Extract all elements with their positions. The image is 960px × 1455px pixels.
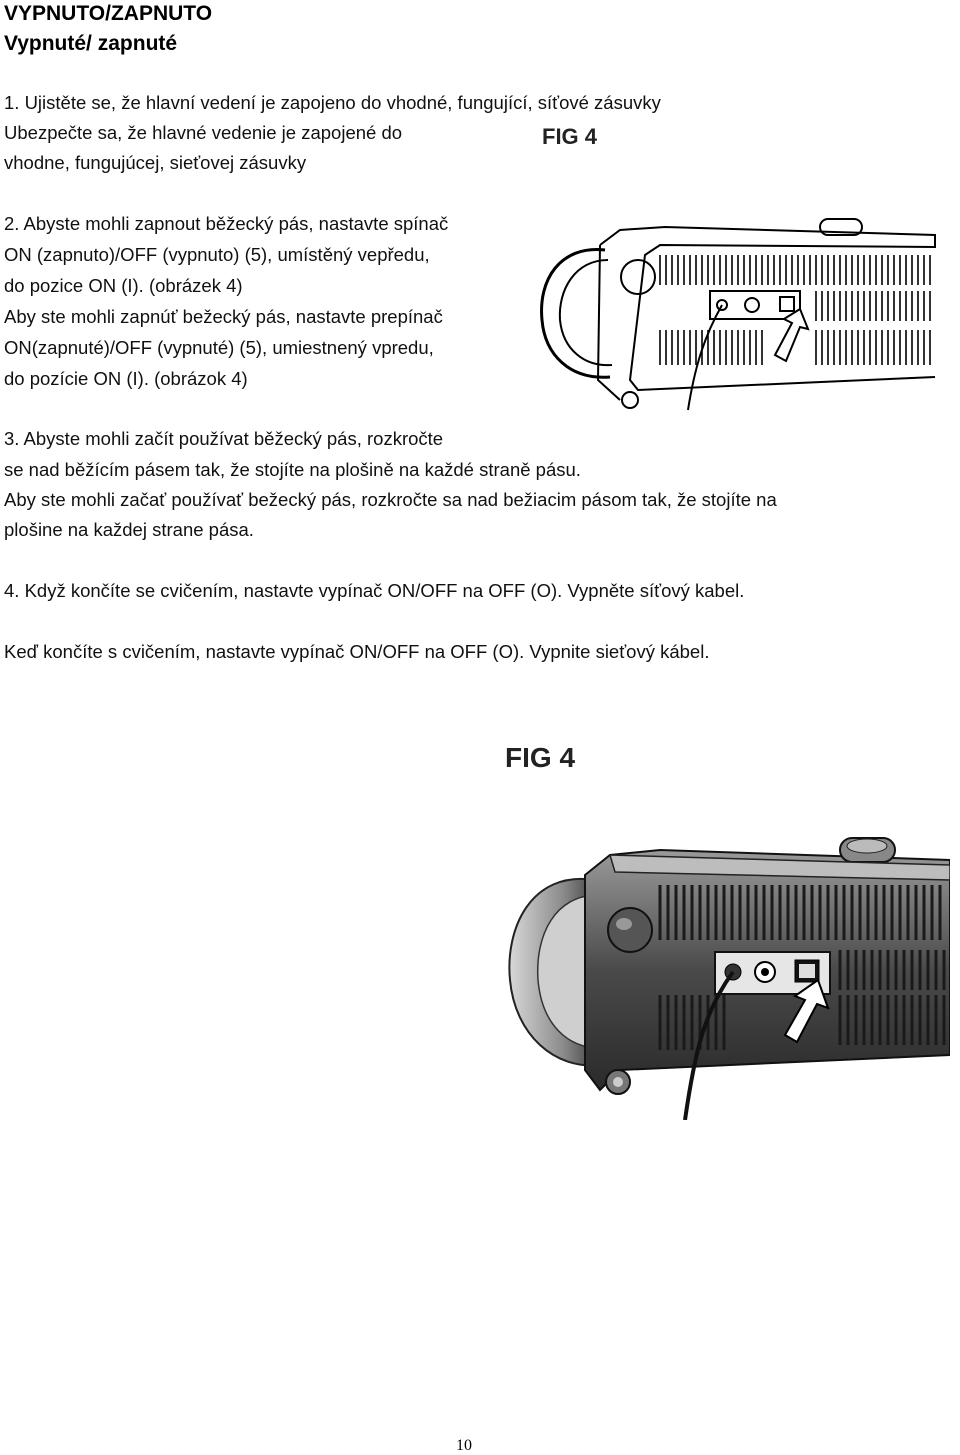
step4-sk: Keď končíte s cvičením, nastavte vypínač ON/OFF na OFF (O). Vypnite sieťový kábel. [4,641,710,662]
step1-cz: 1. Ujistěte se, že hlavní vedení je zapojeno do vhodné, fungující, síťové zásuvky [4,92,661,113]
section-subtitle: Vypnuté/ zapnuté [4,32,178,55]
section-title: VYPNUTO/ZAPNUTO [4,2,213,25]
step2-sk-line1: Aby ste mohli zapnúť bežecký pás, nastavte prepínač [4,306,443,327]
step2-cz-line1: 2. Abyste mohli zapnout běžecký pás, nastavte spínač [4,213,449,234]
step3-sk-line1: Aby ste mohli začať používať bežecký pás, rozkročte sa nad bežiacim pásom tak, že stojíte na [4,489,777,510]
page-number: 10 [456,1437,472,1454]
step1-sk-line2: vhodne, fungujúcej, sieťovej zásuvky [4,152,307,173]
fig4-small-label: FIG 4 [542,124,598,149]
step1-sk-line1: Ubezpečte sa, že hlavné vedenie je zapojené do [4,122,403,143]
step3-sk-line2: plošine na každej strane pása. [4,519,254,540]
fig4-large-label: FIG 4 [505,742,576,773]
step2-cz-line3: do pozice ON (I). (obrázek 4) [4,275,243,296]
step2-sk-line3: do pozície ON (I). (obrázok 4) [4,368,248,389]
fig4-small-illustration [530,205,942,415]
step3-cz-line2: se nad běžícím pásem tak, že stojíte na plošině na každé straně pásu. [4,459,581,480]
step2-sk-line2: ON(zapnuté)/OFF (vypnuté) (5), umiestnený vpredu, [4,337,434,358]
fig4-large-illustration [500,820,950,1120]
step2-cz-line2: ON (zapnuto)/OFF (vypnuto) (5), umístěný vepředu, [4,244,430,265]
step3-cz-line1: 3. Abyste mohli začít používat běžecký pás, rozkročte [4,428,444,449]
step4-cz: 4. Když končíte se cvičením, nastavte vypínač ON/OFF na OFF (O). Vypněte síťový kabel. [4,580,745,601]
